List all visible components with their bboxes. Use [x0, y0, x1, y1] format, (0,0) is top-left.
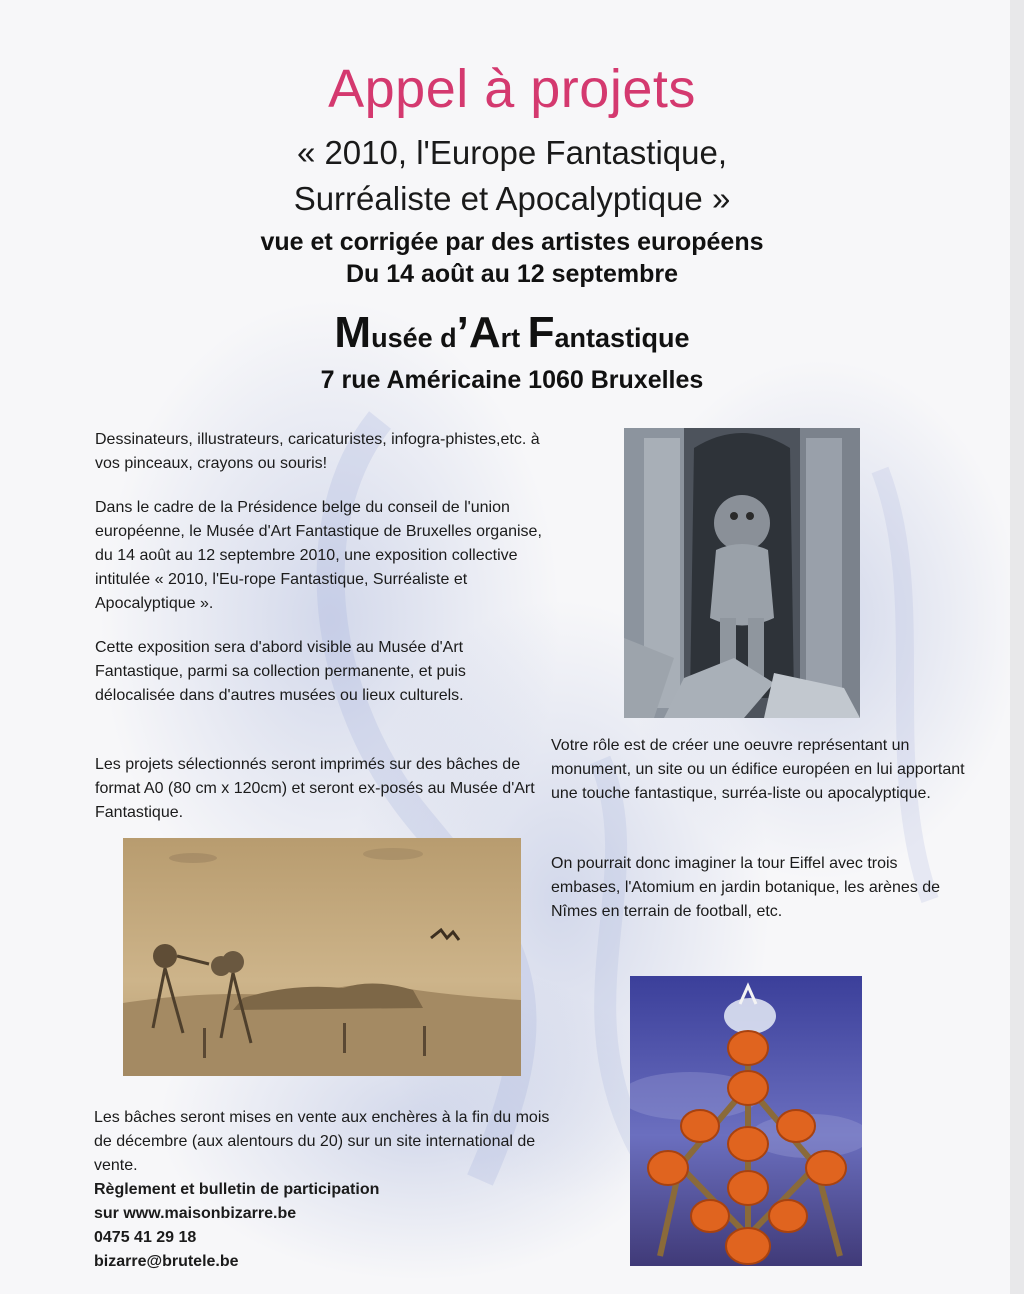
exhibition-dates: Du 14 août au 12 septembre — [345, 260, 679, 288]
exhibition-title-line-1: « 2010, l'Europe Fantastique, — [296, 134, 728, 171]
email-address[interactable]: bizarre@brutele.be — [94, 1253, 239, 1270]
context-paragraph: Dans le cadre de la Présidence belge du conseil de l'union européenne, le Musée d'Art Fantastique de Bruxelles organise, du 14 août au 12 septembre 2010, une exposition collective intitulée « 2010, l'Eu-rope Fantastique, Surréaliste et Apocalyptique ». — [95, 499, 542, 612]
auction-paragraph: Les bâches seront mises en vente aux enchères à la fin du mois de décembre (aux alentours du 20) sur un site international de vente. — [94, 1109, 550, 1174]
website-link[interactable]: sur www.maisonbizarre.be — [94, 1205, 297, 1222]
contact-block — [94, 1178, 554, 1274]
exhibition-tagline: vue et corrigée par des artistes européens — [260, 228, 764, 256]
examples-paragraph: On pourrait donc imaginer la tour Eiffel avec trois embases, l'Atomium en jardin botanique, les arènes de Nîmes en terrain de football, etc. — [551, 855, 941, 920]
museum-address: 7 rue Américaine 1060 Bruxelles — [320, 366, 704, 394]
pumpkin-atomium-image — [630, 976, 862, 1266]
exhibition-paragraph: Cette exposition sera d'abord visible au Musée d'Art Fantastique, parmi sa collection permanente, et puis délocalisée dans d'autres musées ou lieux culturels. — [95, 639, 466, 704]
atomium-landscape-image — [123, 838, 521, 1076]
projects-paragraph: Les projets sélectionnés seront imprimés sur des bâches de format A0 (80 cm x 120cm) et seront ex-posés au Musée d'Art Fantastique. — [95, 756, 535, 821]
museum-name: Musée d’Art Fantastique — [334, 308, 690, 357]
phone-number: 0475 41 29 18 — [94, 1229, 197, 1246]
exhibition-title-line-2: Surréaliste et Apocalyptique » — [293, 180, 731, 217]
rules-label: Règlement et bulletin de participation — [94, 1181, 380, 1198]
intro-paragraph: Dessinateurs, illustrateurs, caricaturistes, infogra-phistes,etc. à vos pinceaux, crayons ou souris! — [95, 431, 540, 472]
role-paragraph: Votre rôle est de créer une oeuvre représentant un monument, un site ou un édifice européen en lui apportant une touche fantastique, surréa-liste ou apocalyptique. — [551, 737, 965, 802]
statue-artwork-image — [624, 428, 860, 718]
page-title: Appel à projets — [328, 59, 696, 119]
